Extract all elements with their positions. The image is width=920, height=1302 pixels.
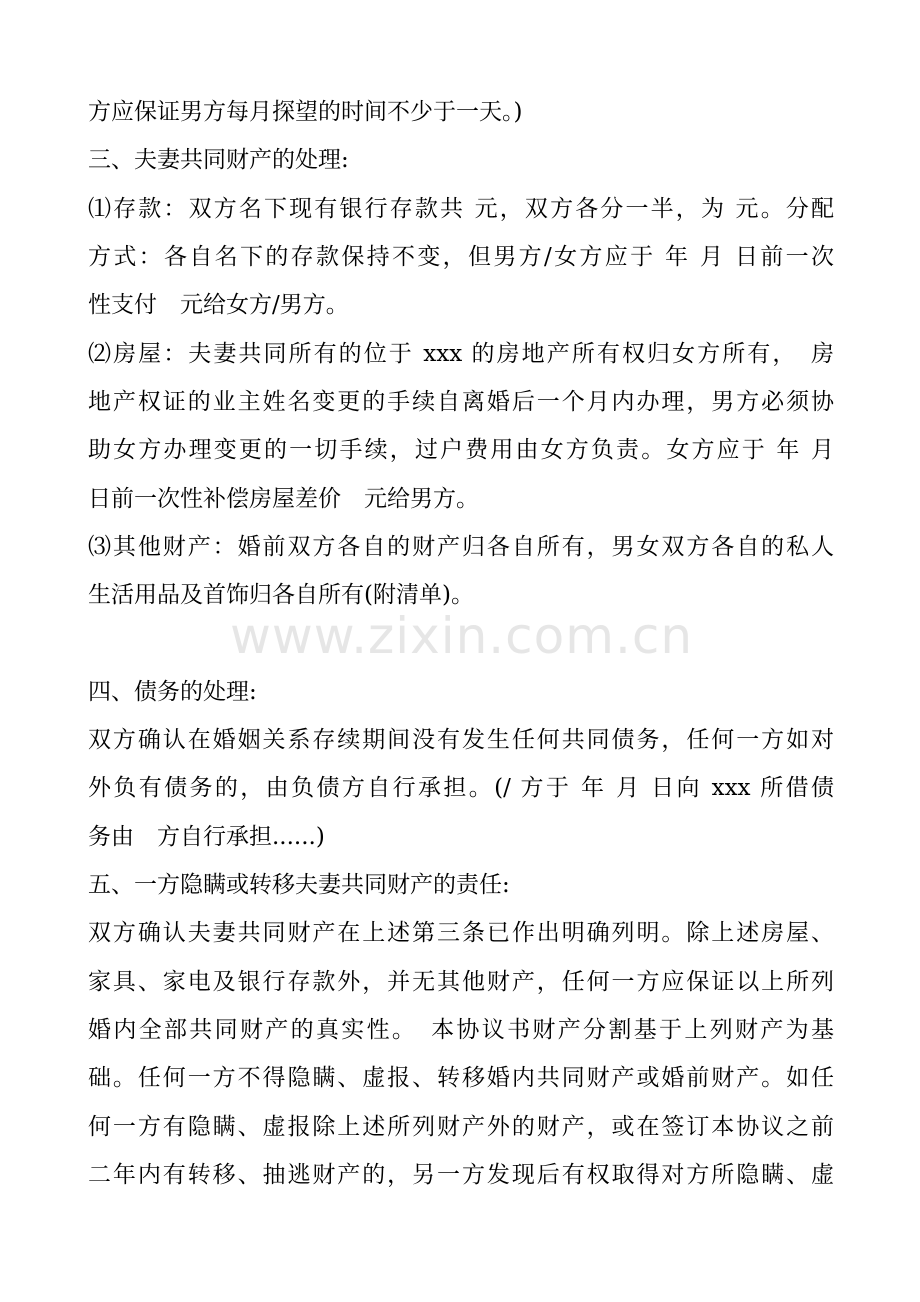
text-line: 方式：各自名下的存款保持不变，但男方/女方应于 年 月 日前一次 xyxy=(88,244,834,270)
text-line: ⑶其他财产：婚前双方各自的财产归各自所有，男女双方各自的私人 xyxy=(88,534,834,560)
text-line: 双方确认夫妻共同财产在上述第三条已作出明确列明。除上述房屋、 xyxy=(88,920,834,946)
text-line: 二年内有转移、抽逃财产的，另一方发现后有权取得对方所隐瞒、虚 xyxy=(88,1162,834,1188)
text-line: ⑴存款：双方名下现有银行存款共 元，双方各分一半，为 元。分配 xyxy=(88,196,834,222)
section-heading-3: 三、夫妻共同财产的处理: xyxy=(88,147,349,173)
text-line: 双方确认在婚姻关系存续期间没有发生任何共同债务，任何一方如对 xyxy=(88,727,834,753)
text-line: 外负有债务的，由负债方自行承担。(/ 方于 年 月 日向 xxx 所借债 xyxy=(88,775,834,801)
text-line: 婚内全部共同财产的真实性。 本协议书财产分割基于上列财产为基 xyxy=(88,1017,834,1043)
text-line: 础。任何一方不得隐瞒、虚报、转移婚内共同财产或婚前财产。如任 xyxy=(88,1065,834,1091)
text-line: 务由 方自行承担......) xyxy=(88,824,325,850)
text-line: 家具、家电及银行存款外，并无其他财产，任何一方应保证以上所列 xyxy=(88,969,834,995)
text-line: 日前一次性补偿房屋差价 元给男方。 xyxy=(88,486,479,512)
section-heading-5: 五、一方隐瞒或转移夫妻共同财产的责任: xyxy=(88,872,510,898)
text-line: 生活用品及首饰归各自所有(附清单)。 xyxy=(88,582,474,608)
text-line: 性支付 元给女方/男方。 xyxy=(88,292,349,318)
text-line: 地产权证的业主姓名变更的手续自离婚后一个月内办理，男方必须协 xyxy=(88,389,834,415)
watermark-text: www.zixin.com.cn xyxy=(230,607,694,665)
section-heading-4: 四、债务的处理: xyxy=(88,679,257,705)
text-line: 助女方办理变更的一切手续，过户费用由女方负责。女方应于 年 月 xyxy=(88,437,834,463)
text-line: 方应保证男方每月探望的时间不少于一天。) xyxy=(88,99,523,125)
text-line: 何一方有隐瞒、虚报除上述所列财产外的财产，或在签订本协议之前 xyxy=(88,1114,834,1140)
text-line: ⑵房屋：夫妻共同所有的位于 xxx 的房地产所有权归女方所有， 房 xyxy=(88,341,834,367)
